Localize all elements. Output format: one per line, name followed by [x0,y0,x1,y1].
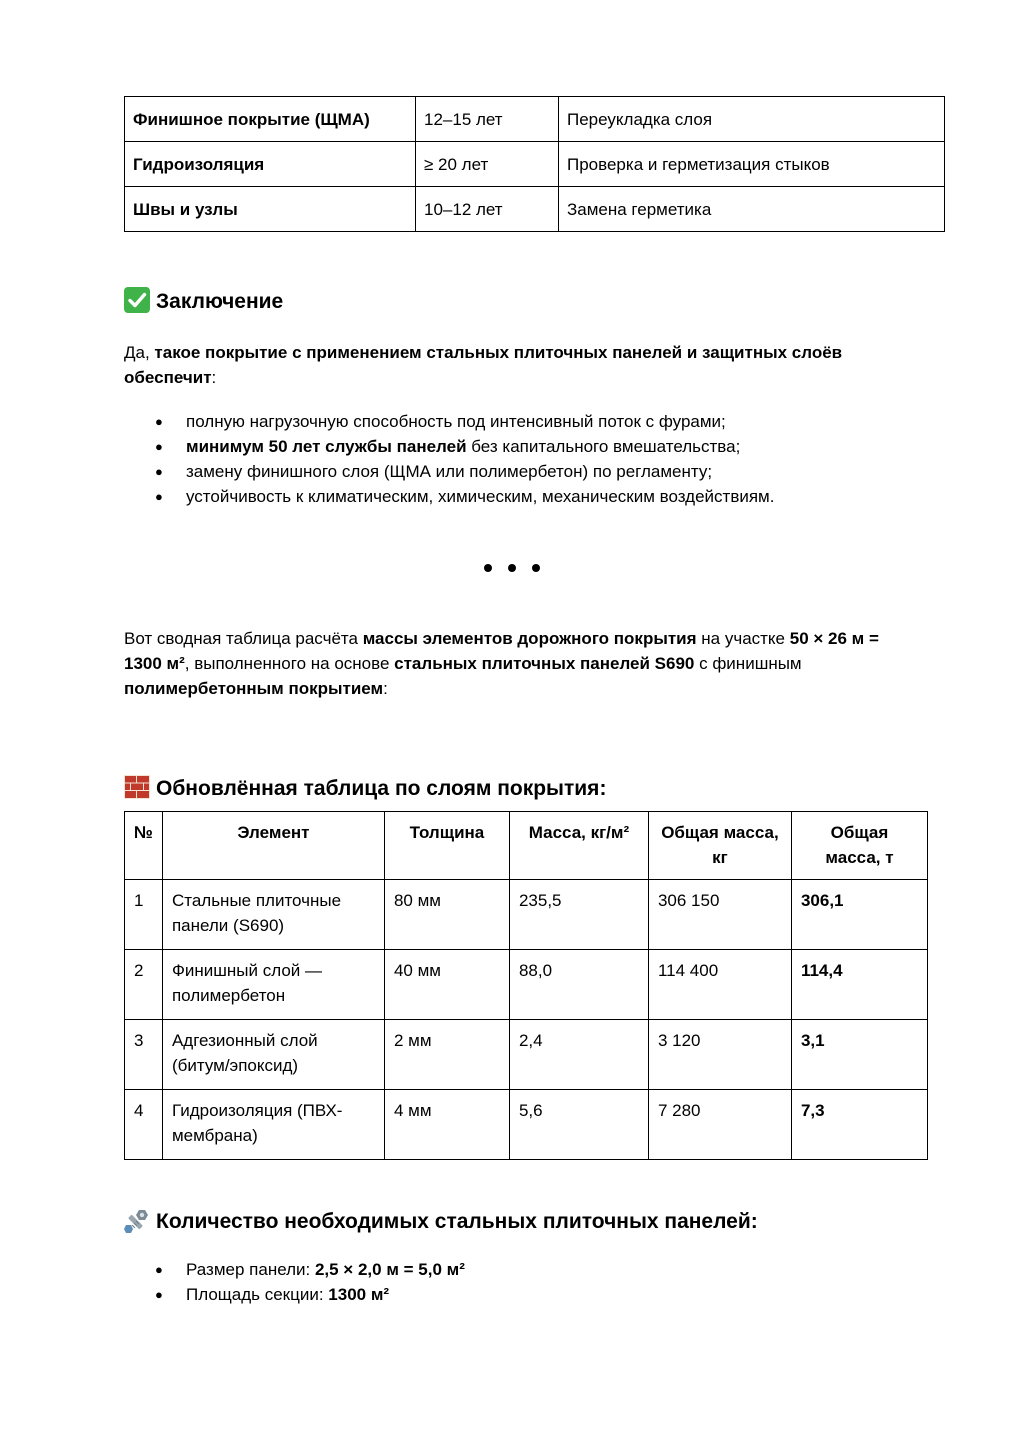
list-item [124,459,924,484]
table-cell: Адгезионный слой (битум/эпоксид) [162,1020,384,1090]
layers-heading-text: Обновлённая таблица по слоям покрытия: [156,777,607,800]
conclusion-intro [124,340,894,390]
separator-dot [484,564,492,572]
table-cell: 3,1 [791,1020,927,1090]
text-run: устойчивость к климатическим, химическим, механическим воздействиям. [186,487,775,506]
text-run-bold: массы элементов дорожного покрытия [362,629,697,648]
text-run-bold: 1300 м² [328,1285,390,1304]
table-cell: Гидроизоляция [125,142,416,187]
table-cell: 80 мм [384,880,509,950]
table-cell: 114,4 [791,950,927,1020]
bullet-icon: ● [155,439,163,454]
panels-list [124,1257,924,1307]
table-cell: Замена герметика [559,187,945,232]
table-cell: 4 мм [384,1090,509,1160]
table-cell: 2 мм [384,1020,509,1090]
column-header: Общая масса, кг [648,812,791,880]
list-item [124,1257,924,1282]
table-row [125,187,945,232]
text-run: : [383,679,388,698]
table-cell: 3 120 [648,1020,791,1090]
table-cell: 40 мм [384,950,509,1020]
table-cell: Финишное покрытие (ЩМА) [125,97,416,142]
column-header: Масса, кг/м² [509,812,648,880]
layers-table [124,811,928,1160]
section-separator [484,556,544,580]
bullet-icon: ● [155,1262,163,1277]
table-cell: 12–15 лет [416,97,559,142]
table-cell: Проверка и герметизация стыков [559,142,945,187]
table-cell: 7,3 [791,1090,927,1160]
table-cell: Стальные плиточные панели (S690) [162,880,384,950]
text-run: Вот сводная таблица расчёта [124,629,363,648]
table-cell: Гидроизоляция (ПВХ-мембрана) [162,1090,384,1160]
text-run-bold: стальных плиточных панелей S690 [394,654,695,673]
table-cell: Переукладка слоя [559,97,945,142]
table-cell: 306 150 [648,880,791,950]
panels-heading-text: Количество необходимых стальных плиточных панелей: [156,1210,758,1233]
nut-and-bolt-icon [124,1207,150,1233]
table-row [125,142,945,187]
table-cell: 88,0 [509,950,648,1020]
bullet-icon: ● [155,1287,163,1302]
table-row [125,97,945,142]
text-run: полную нагрузочную способность под интенсивный поток с фурами; [186,412,726,431]
table-row [125,950,928,1020]
text-run: Площадь секции: [186,1285,329,1304]
table-cell: 7 280 [648,1090,791,1160]
column-header: Элемент [162,812,384,880]
bullet-icon: ● [155,489,163,504]
text-run-bold: минимум 50 лет службы панелей [186,437,467,456]
table-row [125,880,928,950]
table-cell: 3 [125,1020,163,1090]
summary-paragraph [124,626,894,701]
conclusion-heading-text: Заключение [156,290,284,313]
separator-dot [532,564,540,572]
table-cell: 4 [125,1090,163,1160]
text-run: на участке [696,629,790,648]
table-cell: 306,1 [791,880,927,950]
column-header: № [125,812,163,880]
conclusion-heading [124,287,283,316]
separator-dot [508,564,516,572]
text-run: , выполненного на основе [184,654,395,673]
text-run: с финишным [694,654,802,673]
table-cell: 5,6 [509,1090,648,1160]
text-run: Да, [124,343,155,362]
text-run-bold: такое покрытие с применением стальных плиточных панелей и защитных слоёв обеспечит [124,343,843,387]
list-item [124,1282,924,1307]
list-item [124,434,924,459]
bullet-icon: ● [155,414,163,429]
conclusion-list [124,409,924,509]
table-row [125,1020,928,1090]
table-cell: 1 [125,880,163,950]
text-run: : [211,368,217,387]
panels-heading [124,1207,758,1236]
column-header: Толщина [384,812,509,880]
text-run: Размер панели: [186,1260,315,1279]
column-header: Общая масса, т [791,812,927,880]
table-cell: 2,4 [509,1020,648,1090]
brick-icon [124,774,150,800]
text-run: замену финишного слоя (ЩМА или полимербетон) по регламенту; [186,462,713,481]
table-cell: 235,5 [509,880,648,950]
table-header-row [125,812,928,880]
table-cell: Финишный слой — полимербетон [162,950,384,1020]
table-cell: 2 [125,950,163,1020]
text-run: без капитального вмешательства; [466,437,741,456]
text-run-bold: полимербетонным покрытием [124,679,384,698]
list-item [124,484,924,509]
maintenance-table [124,96,945,232]
table-cell: Швы и узлы [125,187,416,232]
table-cell: 10–12 лет [416,187,559,232]
table-cell: ≥ 20 лет [416,142,559,187]
table-row [125,1090,928,1160]
text-run-bold: 2,5 × 2,0 м = 5,0 м² [314,1260,465,1279]
check-mark-icon [124,287,150,313]
list-item [124,409,924,434]
text-run-bold: 50 × 26 м = 1300 м² [124,629,879,673]
table-cell: 114 400 [648,950,791,1020]
bullet-icon: ● [155,464,163,479]
layers-heading [124,774,606,803]
